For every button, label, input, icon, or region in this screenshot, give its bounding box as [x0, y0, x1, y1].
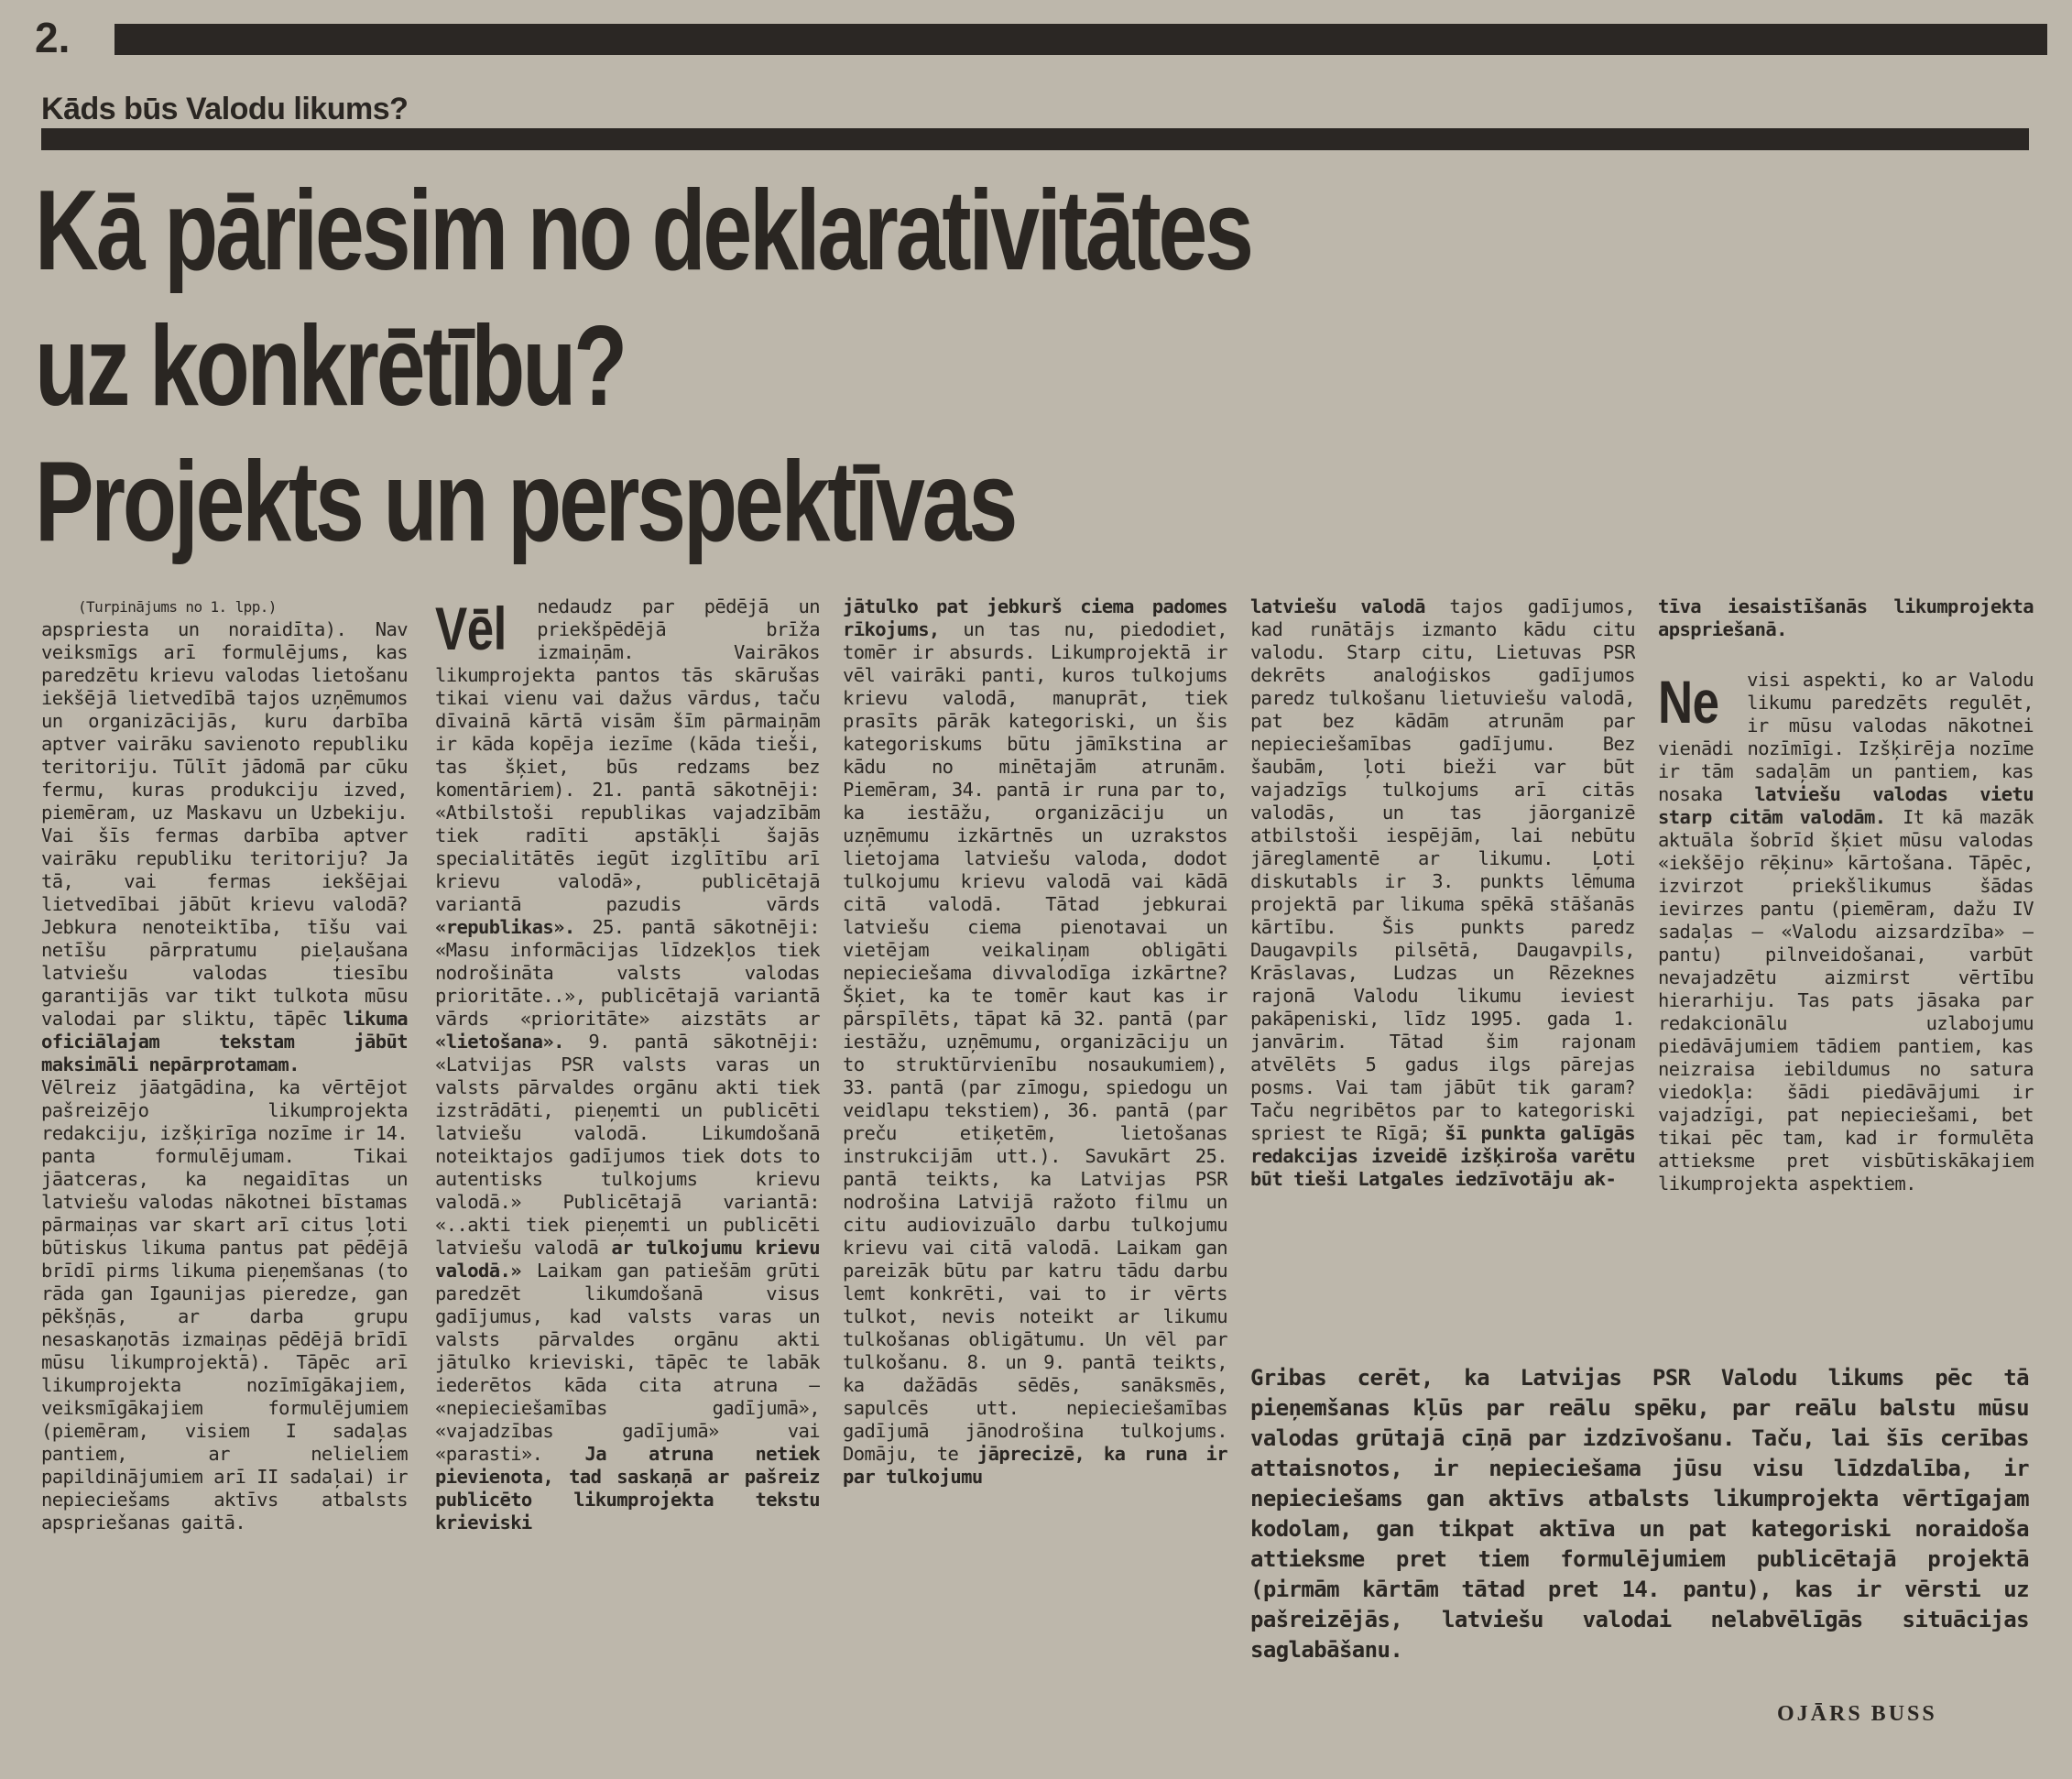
article-column-1: [41, 595, 408, 1741]
column-1-text-2: Vēlreiz jāatgādina, ka vērtējot pašreizējo likumprojekta redakciju, izšķirīga nozīme ir 14. panta formulējumam. Tikai jāatceras, ka negaidītas un latviešu valodas nākotnei bīstamas pārmaiņas var skart arī citus ļoti būtiskus likuma pantus pat pēdējā brīdī pirms likuma pieņemšanas (to rāda gan Igaunijas pieredze, gan pēkšņās, ar darba grupu nesaskaņotās izmaiņas pēdējā brīdī mūsu likumprojektā). Tāpēc arī likumprojekta nozīmīgākajiem, veiksmīgākajiem formulējumiem (piemēram, visiem I sadaļas pantiem, ar nelieliem papildinājumiem arī II sadaļai) ir nepieciešams aktīvs atbalsts apspriešanas gaitā.: [41, 1076, 408, 1533]
page-number: 2.: [35, 14, 71, 61]
section-kicker: Kāds būs Valodu likums?: [41, 92, 409, 126]
column-5-text: Ne visi aspekti, ko ar Valodu likumu paredzēts regulēt, ir mūsu valodas nākotnei vienādi nozīmīgi. Izšķirēja nozīme ir tām sadaļām un pantiem, kas nosaka latviešu valodas vietu starp citām valodām. It kā mazāk aktuāla šobrīd šķiet mūsu valodas «iekšējo rēķinu» kārtošana. Tāpēc, izvirzot priekšlikumus šādas ievirzes pantu (piemēram, dažu IV sadaļas — «Valodu aizsardzība» — pantu) pilnveidošanai, varbūt nevajadzētu aizmirst vērtību hierarhiju. Tas pats jāsaka par redakcionālu uzlabojumu piedāvājumiem tādiem pantiem, kas neizraisa iebildumus no satura viedokļa: šādi piedāvājumi ir vajadzīgi, pat nepieciešami, bet tikai pēc tam, kad ir formulēta attieksme pret visbūtiskākajiem likumprojekta aspektiem.: [1658, 668, 2034, 1195]
column-2-text: nedaudz par pēdējā un priekšpēdējā brīža izmaiņām. Vairākos likumprojekta pantos tās skārušas tikai vienu vai dažus vārdus, taču dīvainā kārtā visām šīm pārmaiņām ir kāda kopēja iezīme (kāda tieši, tas šķiet, būs redzams bez komentāriem). 21. pantā sākotnēji: «Atbilstoši republikas vajadzībām tiek radīti apstākļi šajās specialitātēs iegūt izglītību arī krievu valodā», publicētajā variantā pazudis vārds «republikas». 25. pantā sākotnēji: «Masu informācijas līdzekļos tiek nodrošināta valsts valodas prioritāte..», publicētajā variantā vārds «prioritāte» aizstāts ar «lietošana». 9. pantā sākotnēji: «Latvijas PSR valsts varas un valsts pārvaldes orgānu akti tiek izstrādāti, pieņemti un publicēti latviešu valodā. Likumdošanā noteiktajos gadījumos tiek dots to autentisks tulkojums krievu valodā.» Publicētajā variantā: «..akti tiek pieņemti un publicēti latviešu valodā ar tulkojumu krievu valodā.» Laikam gan patiešām grūti paredzēt likumdošanā visus gadījumus, kad valsts varas un valsts pārvaldes orgānu akti jātulko krieviski, tāpēc te labāk iederētos kāda cita atruna — «nepieciešamības gadījumā», «vajadzības gadījumā» vai «parasti». Ja atruna netiek pievienota, tad saskaņā ar pašreiz publicēto likumprojekta tekstu krieviski: [435, 595, 820, 1533]
article-column-5: [1658, 595, 2034, 1356]
headline-line-2: uz konkrētību?: [35, 303, 626, 430]
article-column-4: [1250, 595, 1635, 1356]
column-1-text: apspriesta un noraidīta). Nav veiksmīgs arī formulējums, kas paredzētu krievu valodas lietošanu iekšējā lietvedībā tajos uzņēmumos un organizācijās, kuru darbība aptver vairāku savienoto republiku teritoriju. Tūlīt jādomā par cūku fermu, kuras produkciju izved, piemēram, uz Maskavu un Uzbekiju. Vai šīs fermas darbība aptver vairāku republiku teritoriju? Ja tā, vai fermas iekšējai lietvedībai jābūt krievu valodā? Jebkura nenoteiktība, tīšu vai netīšu pārpratumu pieļaušana latviešu valodas tiesību garantijās var tikt tulkota mūsu valodai par sliktu, tāpēc likuma oficiālajam tekstam jābūt maksimāli nepārprotamam.: [41, 618, 408, 1075]
column-5-lead: tīva iesaistīšanās likumprojekta apspriešanā.: [1658, 595, 2034, 640]
column-4-text: latviešu valodā tajos gadījumos, kad runātājs izmanto kādu citu valodu. Starp citu, Lietuvas PSR dekrēts analoģiskos gadījumos paredz tulkošanu lietuviešu valodā, pat bez kādām atrunām par nepieciešamības gadījumu. Bez šaubām, ļoti bieži var būt vajadzīgs tulkojums arī citās valodās, un tas jāorganizē atbilstoši iespējām, lai nebūtu jāreglamentē ar likumu. Ļoti diskutabls ir 3. punkts lēmuma projektā par likuma spēkā stāšanās kārtību. Šis punkts paredz Daugavpils pilsētā, Daugavpils, Krāslavas, Ludzas un Rēzeknes rajonā Valodu likumu ieviest pakāpeniski, līdz 1995. gada 1. janvārim. Tātad šim rajonam atvēlēts 5 gadus ilgs pārejas posms. Vai tam jābūt tik garam? Taču negribētos par to kategoriski spriest te Rīgā; šī punkta galīgās redakcijas izveidē izšķiroša varētu būt tieši Latgales iedzīvotāju ak-: [1250, 595, 1635, 1190]
author-byline: OJĀRS BUSS: [1777, 1702, 1937, 1726]
article-column-2: [435, 595, 820, 1741]
headline: [35, 163, 1571, 570]
drop-cap-ne: Ne: [1658, 668, 1719, 736]
headline-line-1: Kā pāriesim no deklarativitātes: [35, 168, 1251, 294]
drop-cap: Vēl: [435, 595, 507, 662]
headline-line-3: Projekts un perspektīvas: [35, 439, 1016, 565]
continued-note: (Turpinājums no 1. lpp.): [78, 598, 277, 616]
header-rule: [115, 24, 2047, 55]
closing-paragraph: Gribas cerēt, ka Latvijas PSR Valodu likums pēc tā pieņemšanas kļūs par reālu spēku, par reālu balstu mūsu valodas grūtajā cīņā par izdzīvošanu. Taču, lai šīs cerības attaisnotos, ir nepieciešama jūsu visu līdzdalība, ir nepieciešams gan aktīvs atbalsts likumprojekta vērtīgajam kodolam, gan tikpat aktīva un pat kategoriski noraidoša attieksme pret tiem formulējumiem publicētajā projektā (pirmām kārtām tātad pret 14. pantu), kas ir vērsti uz pašreizējās, latviešu valodai nelabvēlīgās situācijas saglabāšanu.: [1250, 1365, 2029, 1663]
article-column-3: [843, 595, 1227, 1741]
kicker-rule: [41, 128, 2029, 150]
column-3-text: jātulko pat jebkurš ciema padomes rīkojums, un tas nu, piedodiet, tomēr ir absurds. Likumprojektā ir vēl vairāki panti, kuros tulkojums krievu valodā, manuprāt, tiek prasīts pārāk kategoriski, un šis kategoriskums būtu jāmīkstina ar kādu no minētajām atrunām. Piemēram, 34. pantā ir runa par to, ka iestāžu, organizāciju un uzņēmumu izkārtnēs un uzrakstos lietojama latviešu valoda, dodot tulkojumu krievu valodā vai kādā citā valodā. Tātad jebkurai latviešu ciema pienotavai un vietējam veikaliņam obligāti nepieciešama divvalodīga izkārtne? Šķiet, ka te tomēr kaut kas ir pārspīlēts, tāpat kā 32. pantā (par iestāžu, uzņēmumu, organizāciju un to struktūrvienību nosaukumiem), 33. pantā (par zīmogu, spiedogu un veidlapu tekstiem), 36. pantā (par preču etiķetēm, lietošanas instrukcijām utt.). Savukārt 25. pantā teikts, ka Latvijas PSR nodrošina Latvijā ražoto filmu un citu audiovizuālo darbu tulkojumu krievu vai citā valodā. Laikam gan pareizāk būtu par katru tādu darbu lemt konkrēti, vai to ir vērts tulkot, nevis noteikt ar likumu tulkošanas obligātumu. Un vēl par tulkošanu. 8. un 9. pantā teikts, ka dažādās sēdēs, sanāksmēs, sapulcēs utt. nepieciešamības gadījumā jānodrošina tulkojums. Domāju, te jāprecizē, ka runa ir par tulkojumu: [843, 595, 1227, 1488]
